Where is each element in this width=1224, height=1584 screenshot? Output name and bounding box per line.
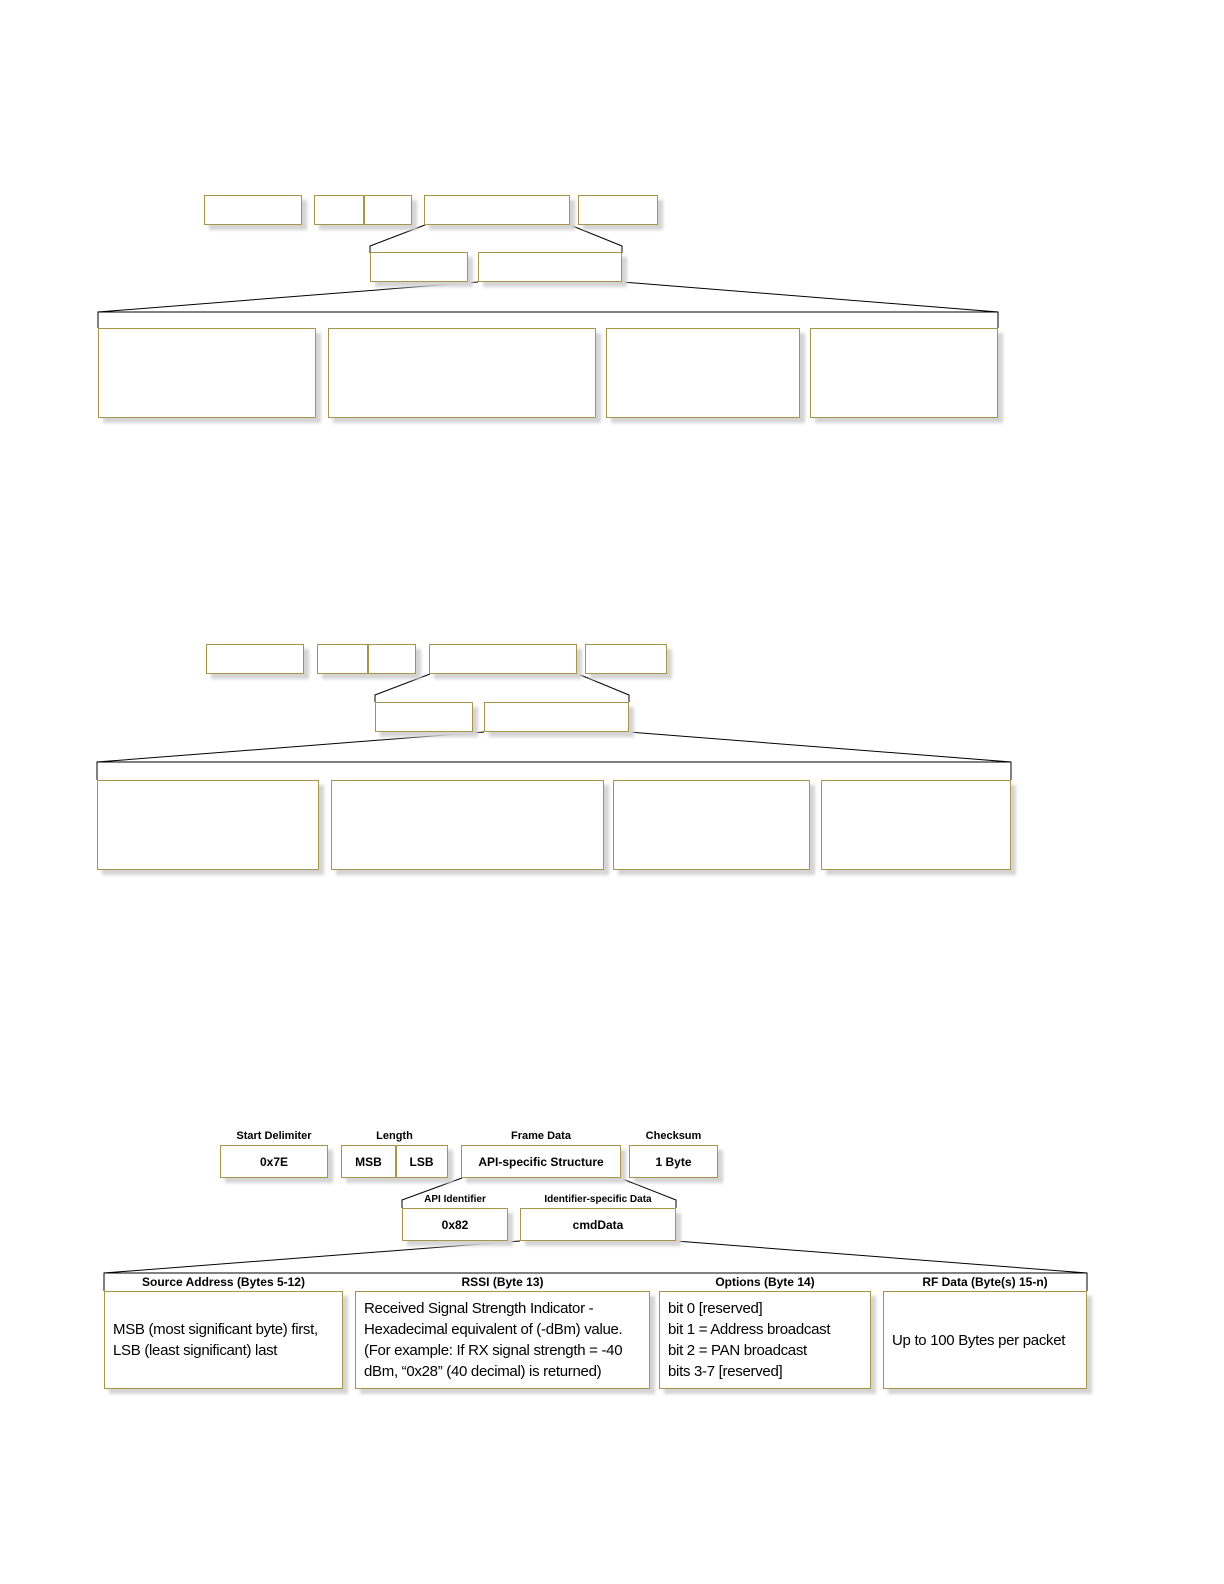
options-line-1: bit 0 [reserved] [668, 1300, 763, 1317]
rssi-line-2: Hexadecimal equivalent of (-dBm) value. [364, 1321, 623, 1338]
length-lsb: LSB [409, 1154, 434, 1169]
options-line-3: bit 2 = PAN broadcast [668, 1342, 807, 1359]
checksum-label: Checksum [645, 1130, 702, 1142]
identifier-data-label: Identifier-specific Data [544, 1194, 652, 1205]
start-delimiter-value: 0x7E [259, 1154, 289, 1169]
rssi-label: RSSI (Byte 13) [461, 1275, 544, 1289]
checksum-box [629, 1145, 718, 1178]
frame-data-value: API-specific Structure [478, 1154, 604, 1169]
api-identifier-value: 0x82 [441, 1217, 469, 1232]
options-box [659, 1291, 871, 1389]
api-identifier-box [402, 1208, 508, 1241]
source-address-line-1: MSB (most significant byte) first, [113, 1321, 318, 1338]
frame-data-label: Frame Data [511, 1130, 571, 1142]
length-box [341, 1145, 448, 1178]
start-delimiter-label: Start Delimiter [236, 1130, 312, 1142]
frame-data-box [461, 1145, 621, 1178]
options-line-4: bits 3-7 [reserved] [668, 1363, 783, 1380]
rf-data-box [883, 1291, 1087, 1389]
rssi-line-3: (For example: If RX signal strength = -40 [364, 1342, 623, 1359]
length-msb: MSB [355, 1154, 382, 1169]
rssi-line-4: dBm, “0x28” (40 decimal) is returned) [364, 1363, 602, 1380]
length-label: Length [376, 1130, 413, 1142]
identifier-data-value: cmdData [572, 1217, 624, 1232]
checksum-value: 1 Byte [655, 1154, 692, 1169]
identifier-data-box [520, 1208, 676, 1241]
source-address-box [104, 1291, 343, 1389]
rf-data-label: RF Data (Byte(s) 15-n) [922, 1275, 1048, 1289]
start-delimiter-box [220, 1145, 328, 1178]
rssi-line-1: Received Signal Strength Indicator - [364, 1300, 594, 1317]
options-label: Options (Byte 14) [715, 1275, 815, 1289]
rf-data-line-1: Up to 100 Bytes per packet [892, 1331, 1066, 1349]
api-identifier-label: API Identifier [424, 1194, 486, 1205]
source-address-label: Source Address (Bytes 5-12) [142, 1275, 305, 1289]
source-address-line-2: LSB (least significant) last [113, 1342, 278, 1359]
options-line-2: bit 1 = Address broadcast [668, 1321, 831, 1338]
rssi-box [355, 1291, 650, 1389]
